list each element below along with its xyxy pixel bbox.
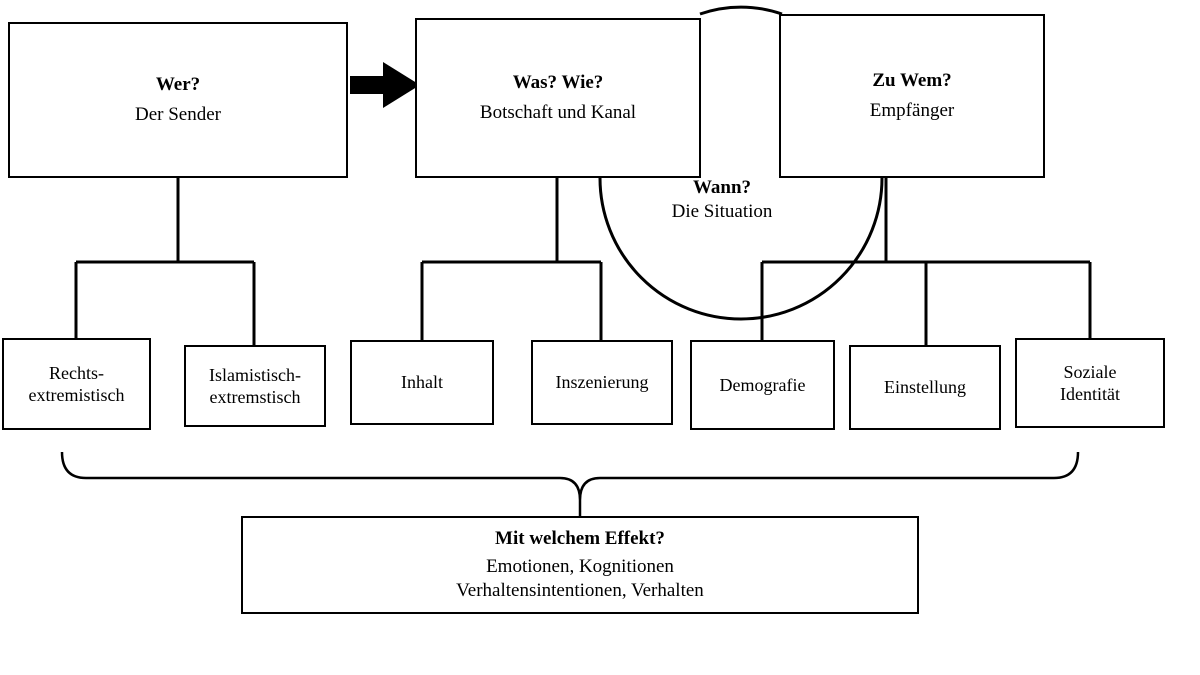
box-effect	[241, 516, 919, 614]
bottom-brace	[62, 452, 1078, 500]
box-sender	[8, 22, 348, 178]
box-sender-title: Wer?	[155, 74, 201, 96]
box-receiver-subtitle: Empfänger	[869, 100, 955, 121]
box-inszenierung	[531, 340, 673, 425]
situation-arc-top	[700, 7, 782, 14]
box-islamistisch-line1: Islamistisch-	[209, 364, 301, 385]
box-islamistisch-line2: extremstisch	[209, 387, 301, 407]
situation-label	[632, 176, 812, 224]
situation-title: Wann?	[692, 177, 752, 198]
box-receiver-title: Zu Wem?	[872, 70, 952, 92]
box-inszenierung-line1: Inszenierung	[555, 372, 649, 393]
box-rechtsextremistisch	[2, 338, 151, 430]
arrow-sender-to-message	[350, 62, 420, 108]
box-einstellung-line1: Einstellung	[884, 377, 966, 398]
box-demografie	[690, 340, 835, 430]
box-soziale-identitaet-line2: Identität	[1060, 384, 1120, 404]
box-soziale-identitaet	[1015, 338, 1165, 428]
box-islamistisch-extremstisch	[184, 345, 326, 427]
box-soziale-identitaet-line1: Soziale	[1063, 361, 1117, 382]
box-sender-subtitle: Der Sender	[135, 104, 221, 125]
box-demografie-line1: Demografie	[719, 374, 806, 395]
box-message	[415, 18, 701, 178]
box-message-title: Was? Wie?	[512, 72, 604, 94]
box-inhalt	[350, 340, 494, 425]
box-message-subtitle: Botschaft und Kanal	[479, 102, 637, 123]
box-einstellung	[849, 345, 1001, 430]
box-inhalt-line1: Inhalt	[401, 372, 443, 393]
box-effect-line1: Emotionen, Kognitionen	[486, 556, 674, 578]
box-effect-line2: Verhaltensintentionen, Verhalten	[456, 579, 704, 601]
box-rechtsextremistisch-line1: Rechts-	[49, 362, 104, 383]
box-effect-title: Mit welchem Effekt?	[495, 528, 665, 550]
situation-subtitle: Die Situation	[671, 200, 773, 222]
box-rechtsextremistisch-line2: extremistisch	[28, 385, 125, 405]
box-receiver	[779, 14, 1045, 178]
